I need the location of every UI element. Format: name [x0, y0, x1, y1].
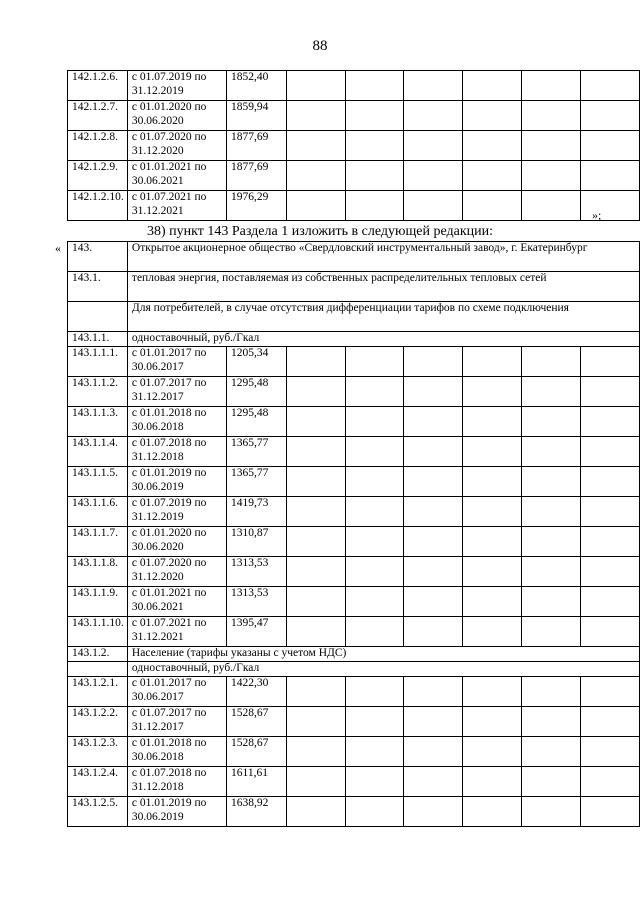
rate-label: одноставочный, руб./Гкал — [127, 662, 639, 677]
empty-cell — [345, 131, 404, 161]
empty-cell — [404, 71, 463, 101]
period-cell: с 01.01.2021 по 30.06.2021 — [127, 161, 226, 191]
tariff-table-143 — [67, 241, 640, 827]
empty-cell — [463, 497, 522, 527]
tariff-row — [68, 191, 640, 221]
empty-cell — [463, 737, 522, 767]
empty-cell — [522, 101, 581, 131]
row-number: 143.1.1.1. — [68, 347, 128, 377]
empty-cell — [581, 737, 640, 767]
tariff-row — [68, 467, 640, 497]
empty-cell — [345, 587, 404, 617]
empty-cell — [286, 617, 345, 647]
empty-cell — [286, 131, 345, 161]
empty-cell — [581, 797, 640, 827]
row-number: 143.1.1. — [68, 332, 128, 347]
empty-cell — [463, 677, 522, 707]
value-cell: 1205,34 — [227, 347, 287, 377]
value-cell: 1395,47 — [227, 617, 287, 647]
population-label: Население (тарифы указаны с учетом НДС) — [127, 647, 639, 662]
empty-cell — [581, 587, 640, 617]
org-header-row — [68, 242, 640, 272]
empty-cell — [404, 467, 463, 497]
empty-cell — [522, 437, 581, 467]
row-number: 143.1.1.10. — [68, 617, 128, 647]
empty-cell — [522, 677, 581, 707]
empty-cell — [522, 527, 581, 557]
empty-cell — [522, 407, 581, 437]
empty-cell — [522, 161, 581, 191]
empty-cell — [463, 707, 522, 737]
tariff-row — [68, 71, 640, 101]
value-cell: 1295,48 — [227, 377, 287, 407]
empty-cell — [522, 377, 581, 407]
row-number: 143.1.1.7. — [68, 527, 128, 557]
empty-cell — [286, 377, 345, 407]
empty-cell — [404, 557, 463, 587]
empty-cell — [345, 797, 404, 827]
empty-cell — [522, 131, 581, 161]
period-cell: с 01.01.2018 по 30.06.2018 — [127, 407, 226, 437]
empty-cell — [404, 767, 463, 797]
closing-quote: »; — [592, 208, 602, 222]
empty-cell — [345, 347, 404, 377]
empty-cell — [286, 737, 345, 767]
empty-cell — [463, 191, 522, 221]
empty-cell — [404, 377, 463, 407]
tariff-row — [68, 437, 640, 467]
empty-cell — [463, 101, 522, 131]
empty-cell — [581, 347, 640, 377]
tariff-row — [68, 377, 640, 407]
value-cell: 1313,53 — [227, 557, 287, 587]
empty-cell — [522, 71, 581, 101]
empty-cell — [345, 377, 404, 407]
row-number: 143. — [68, 242, 128, 272]
empty-cell — [286, 767, 345, 797]
empty-cell — [345, 677, 404, 707]
empty-cell — [404, 347, 463, 377]
section-row — [68, 272, 640, 302]
empty-cell — [345, 527, 404, 557]
empty-cell — [581, 161, 640, 191]
empty-cell — [463, 347, 522, 377]
rate-row — [68, 332, 640, 347]
empty-cell — [286, 677, 345, 707]
period-cell: с 01.07.2021 по 31.12.2021 — [127, 617, 226, 647]
empty-cell — [463, 587, 522, 617]
period-cell: с 01.01.2017 по 30.06.2017 — [127, 677, 226, 707]
value-cell: 1976,29 — [227, 191, 287, 221]
tariff-row — [68, 557, 640, 587]
tariff-row — [68, 347, 640, 377]
empty-cell — [345, 467, 404, 497]
empty-cell — [286, 587, 345, 617]
empty-cell — [404, 161, 463, 191]
empty-cell — [581, 707, 640, 737]
empty-cell — [404, 407, 463, 437]
row-number: 143.1. — [68, 272, 128, 302]
empty-cell — [522, 557, 581, 587]
row-number: 142.1.2.9. — [68, 161, 128, 191]
empty-cell — [286, 497, 345, 527]
empty-cell — [581, 677, 640, 707]
row-number: 143.1.1.2. — [68, 377, 128, 407]
tariff-row — [68, 767, 640, 797]
empty-cell — [286, 437, 345, 467]
opening-quote: « — [55, 241, 61, 255]
empty-cell — [345, 407, 404, 437]
value-cell: 1528,67 — [227, 707, 287, 737]
empty-cell — [286, 71, 345, 101]
empty-cell — [581, 467, 640, 497]
value-cell: 1611,61 — [227, 767, 287, 797]
empty-cell — [404, 677, 463, 707]
row-number: 143.1.2.5. — [68, 797, 128, 827]
period-cell: с 01.07.2019 по 31.12.2019 — [127, 497, 226, 527]
period-cell: с 01.01.2018 по 30.06.2018 — [127, 737, 226, 767]
empty-cell — [345, 557, 404, 587]
value-cell: 1419,73 — [227, 497, 287, 527]
empty-cell — [404, 191, 463, 221]
row-number: 143.1.2.2. — [68, 707, 128, 737]
empty-cell — [522, 587, 581, 617]
empty-cell — [581, 191, 640, 221]
period-cell: с 01.01.2020 по 30.06.2020 — [127, 101, 226, 131]
empty-cell — [463, 767, 522, 797]
empty-cell — [522, 707, 581, 737]
empty-cell — [345, 617, 404, 647]
tariff-row — [68, 161, 640, 191]
empty-cell — [345, 71, 404, 101]
consumers-note-row — [68, 302, 640, 332]
empty-cell — [286, 101, 345, 131]
tariff-row — [68, 101, 640, 131]
tariff-row — [68, 527, 640, 557]
tariff-row — [68, 797, 640, 827]
consumers-note: Для потребителей, в случае отсутствия дифференциации тарифов по схеме подключения — [127, 302, 639, 332]
empty-cell — [404, 131, 463, 161]
rate-label: одноставочный, руб./Гкал — [127, 332, 639, 347]
row-number: 143.1.1.5. — [68, 467, 128, 497]
empty-cell — [522, 737, 581, 767]
tariff-row — [68, 587, 640, 617]
empty-cell — [463, 377, 522, 407]
row-number: 143.1.2.4. — [68, 767, 128, 797]
value-cell: 1313,53 — [227, 587, 287, 617]
empty-cell — [463, 161, 522, 191]
empty-cell — [463, 527, 522, 557]
row-number: 143.1.2.3. — [68, 737, 128, 767]
empty-cell — [404, 797, 463, 827]
empty-cell — [463, 557, 522, 587]
empty-cell — [404, 737, 463, 767]
empty-cell — [581, 101, 640, 131]
value-cell: 1859,94 — [227, 101, 287, 131]
empty-cell — [522, 467, 581, 497]
empty-cell — [404, 101, 463, 131]
tariff-row — [68, 617, 640, 647]
empty-cell — [463, 617, 522, 647]
empty-cell — [581, 617, 640, 647]
empty-cell — [581, 767, 640, 797]
empty-cell — [463, 797, 522, 827]
empty-cell — [286, 191, 345, 221]
row-number: 142.1.2.8. — [68, 131, 128, 161]
period-cell: с 01.07.2020 по 31.12.2020 — [127, 557, 226, 587]
value-cell: 1528,67 — [227, 737, 287, 767]
rate-row — [68, 662, 640, 677]
empty-cell — [286, 347, 345, 377]
value-cell: 1852,40 — [227, 71, 287, 101]
empty-cell — [463, 407, 522, 437]
row-number: 143.1.2.1. — [68, 677, 128, 707]
row-number: 143.1.1.3. — [68, 407, 128, 437]
empty-cell — [581, 71, 640, 101]
empty-cell — [522, 797, 581, 827]
period-cell: с 01.07.2021 по 31.12.2021 — [127, 191, 226, 221]
period-cell: с 01.07.2017 по 31.12.2017 — [127, 377, 226, 407]
row-number: 142.1.2.10. — [68, 191, 128, 221]
empty-cell — [463, 71, 522, 101]
row-number: 143.1.1.6. — [68, 497, 128, 527]
period-cell: с 01.01.2020 по 30.06.2020 — [127, 527, 226, 557]
empty-cell — [286, 161, 345, 191]
value-cell: 1877,69 — [227, 161, 287, 191]
empty-cell — [463, 467, 522, 497]
period-cell: с 01.01.2019 по 30.06.2019 — [127, 797, 226, 827]
row-number: 143.1.1.9. — [68, 587, 128, 617]
amendment-instruction: 38) пункт 143 Раздела 1 изложить в следующей редакции: — [147, 224, 493, 239]
empty-cell — [522, 767, 581, 797]
empty-cell — [345, 767, 404, 797]
empty-cell — [404, 497, 463, 527]
value-cell: 1295,48 — [227, 407, 287, 437]
page-number: 88 — [312, 38, 328, 54]
empty-cell — [345, 707, 404, 737]
empty-cell — [345, 191, 404, 221]
empty-cell — [345, 497, 404, 527]
empty-cell — [463, 131, 522, 161]
period-cell: с 01.07.2020 по 31.12.2020 — [127, 131, 226, 161]
empty-cell — [581, 407, 640, 437]
period-cell: с 01.07.2019 по 31.12.2019 — [127, 71, 226, 101]
empty-cell — [286, 797, 345, 827]
empty-cell — [345, 437, 404, 467]
period-cell: с 01.01.2021 по 30.06.2021 — [127, 587, 226, 617]
empty-cell — [522, 347, 581, 377]
section-title: тепловая энергия, поставляемая из собственных распределительных тепловых сетей — [127, 272, 639, 302]
tariff-row — [68, 131, 640, 161]
empty-cell — [286, 707, 345, 737]
empty-cell — [286, 467, 345, 497]
period-cell: с 01.01.2017 по 30.06.2017 — [127, 347, 226, 377]
row-number: 143.1.2. — [68, 647, 128, 662]
value-cell: 1422,30 — [227, 677, 287, 707]
period-cell: с 01.07.2018 по 31.12.2018 — [127, 767, 226, 797]
empty-cell — [345, 737, 404, 767]
empty-cell — [463, 437, 522, 467]
value-cell: 1877,69 — [227, 131, 287, 161]
tariff-row — [68, 677, 640, 707]
empty-cell — [404, 527, 463, 557]
tariff-row — [68, 707, 640, 737]
population-row — [68, 647, 640, 662]
empty-cell — [286, 557, 345, 587]
tariff-table-142 — [67, 70, 640, 221]
empty-cell — [286, 407, 345, 437]
value-cell: 1310,87 — [227, 527, 287, 557]
empty-cell — [581, 527, 640, 557]
value-cell: 1365,77 — [227, 437, 287, 467]
organization-name: Открытое акционерное общество «Свердловский инструментальный завод», г. Екатеринбург — [127, 242, 639, 272]
empty-cell — [522, 191, 581, 221]
empty-cell — [522, 497, 581, 527]
empty-cell — [404, 707, 463, 737]
empty-cell — [404, 437, 463, 467]
empty-cell — [404, 587, 463, 617]
empty-cell — [581, 377, 640, 407]
tariff-row — [68, 497, 640, 527]
value-cell: 1638,92 — [227, 797, 287, 827]
empty-cell — [581, 557, 640, 587]
row-number: 143.1.1.8. — [68, 557, 128, 587]
row-number: 143.1.1.4. — [68, 437, 128, 467]
empty-cell — [522, 617, 581, 647]
empty-cell — [581, 437, 640, 467]
empty-cell — [581, 497, 640, 527]
value-cell: 1365,77 — [227, 467, 287, 497]
tariff-row — [68, 407, 640, 437]
period-cell: с 01.01.2019 по 30.06.2019 — [127, 467, 226, 497]
row-number: 142.1.2.7. — [68, 101, 128, 131]
row-number: 142.1.2.6. — [68, 71, 128, 101]
empty-cell — [345, 161, 404, 191]
period-cell: с 01.07.2017 по 31.12.2017 — [127, 707, 226, 737]
empty-cell — [286, 527, 345, 557]
empty-cell — [581, 131, 640, 161]
tariff-row — [68, 737, 640, 767]
period-cell: с 01.07.2018 по 31.12.2018 — [127, 437, 226, 467]
empty-cell — [345, 101, 404, 131]
empty-cell — [404, 617, 463, 647]
